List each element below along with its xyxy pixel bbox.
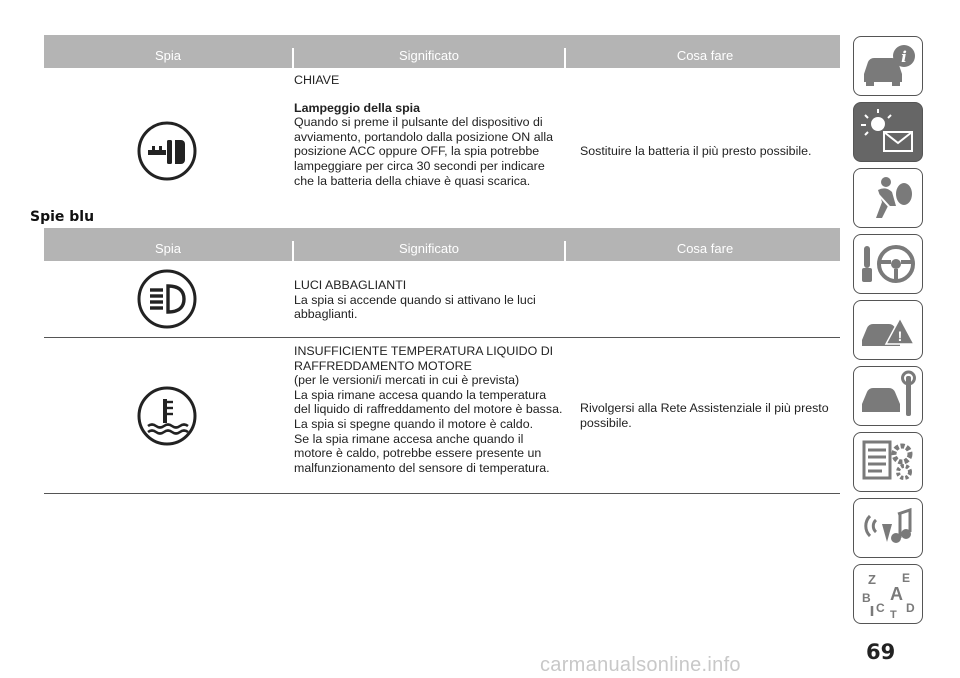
tab-car-info[interactable] bbox=[853, 36, 923, 96]
section-title: Spie blu bbox=[30, 209, 95, 225]
safety-seatbelt-airbag-icon bbox=[856, 172, 920, 224]
warning-action: Sostituire la batteria il più presto possibile. bbox=[580, 144, 812, 159]
icon-cell bbox=[44, 338, 292, 493]
svg-text:C: C bbox=[876, 601, 885, 615]
warning-lights-table-1 bbox=[44, 35, 840, 236]
warning-title: INSUFFICIENTE TEMPERATURA LIQUIDO DI RAFFREDDAMENTO MOTORE bbox=[294, 344, 554, 373]
tab-multimedia[interactable] bbox=[853, 498, 923, 558]
warning-lights-table-2 bbox=[44, 228, 840, 494]
action-cell bbox=[564, 261, 858, 337]
table-row bbox=[44, 68, 840, 236]
column-header-significato: Significato bbox=[292, 48, 564, 68]
action-cell bbox=[564, 338, 858, 493]
multimedia-icon bbox=[856, 502, 920, 554]
column-header-cosa-fare: Cosa fare bbox=[564, 48, 844, 68]
warning-title: LUCI ABBAGLIANTI bbox=[294, 278, 407, 292]
svg-text:E: E bbox=[902, 571, 911, 585]
table-row bbox=[44, 261, 840, 338]
table-row bbox=[44, 338, 840, 494]
svg-text:!: ! bbox=[897, 328, 903, 344]
svg-text:D: D bbox=[906, 601, 915, 615]
warning-action: Rivolgersi alla Rete Assistenziale il più presto possibile. bbox=[580, 400, 829, 430]
tab-starting-driving[interactable] bbox=[853, 234, 923, 294]
car-maintenance-icon bbox=[856, 370, 920, 422]
warning-description-2: Se la spia rimane accesa anche quando il motore è caldo, potrebbe essere presente un malfunzionamento del sensore di temperatura. bbox=[294, 431, 550, 475]
svg-text:B: B bbox=[862, 591, 871, 605]
warning-note: (per le versioni/i mercati in cui è prevista) bbox=[294, 373, 520, 388]
table-header bbox=[44, 228, 840, 261]
tab-emergency[interactable] bbox=[853, 300, 923, 360]
car-emergency-icon bbox=[856, 304, 920, 356]
warning-lights-message-icon bbox=[856, 106, 920, 158]
tab-safety[interactable] bbox=[853, 168, 923, 228]
action-cell bbox=[564, 68, 858, 235]
warning-title: CHIAVE bbox=[294, 73, 340, 87]
warning-description: La spia si accende quando si attivano le luci abbaglianti. bbox=[294, 292, 536, 322]
tab-warning-lights[interactable] bbox=[853, 102, 923, 162]
svg-text:A: A bbox=[890, 584, 903, 604]
meaning-cell bbox=[292, 338, 564, 493]
column-header-cosa-fare: Cosa fare bbox=[564, 241, 844, 261]
technical-data-icon bbox=[856, 436, 920, 488]
key-steering-wheel-icon bbox=[856, 238, 920, 290]
svg-text:T: T bbox=[890, 609, 897, 620]
column-header-spia: Spia bbox=[154, 241, 182, 256]
chapter-tabs bbox=[853, 36, 926, 630]
watermark: carmanualsonline.info bbox=[540, 654, 741, 676]
warning-description: Quando si preme il pulsante del dispositivo di avviamento, portandolo dalla posizione ON alla posizione ACC oppure OFF, la spia potrebbe lampeggiare per circa 30 secondi per indicare che la batteria della chiave è quasi scarica. bbox=[294, 115, 553, 188]
warning-description: La spia rimane accesa quando la temperatura del liquido di raffreddamento del motore è bassa. La spia si spegne quando il motore è caldo. bbox=[294, 387, 563, 431]
column-header-significato: Significato bbox=[292, 241, 564, 261]
key-battery-warning-icon bbox=[136, 120, 198, 182]
column-header-spia: Spia bbox=[154, 48, 182, 63]
car-info-icon bbox=[856, 40, 920, 92]
index-icon bbox=[856, 568, 920, 620]
coolant-temperature-icon bbox=[136, 385, 198, 447]
table-header bbox=[44, 35, 840, 68]
meaning-cell bbox=[292, 261, 564, 337]
tab-technical-data[interactable] bbox=[853, 432, 923, 492]
icon-cell bbox=[44, 261, 292, 337]
svg-text:Z: Z bbox=[868, 572, 876, 587]
high-beam-icon bbox=[136, 268, 198, 330]
tab-index[interactable] bbox=[853, 564, 923, 624]
tab-maintenance[interactable] bbox=[853, 366, 923, 426]
warning-subtitle: Lampeggio della spia bbox=[294, 100, 420, 115]
meaning-cell bbox=[292, 68, 564, 235]
svg-text:i: i bbox=[901, 48, 907, 66]
page-number: 69 bbox=[866, 640, 896, 664]
